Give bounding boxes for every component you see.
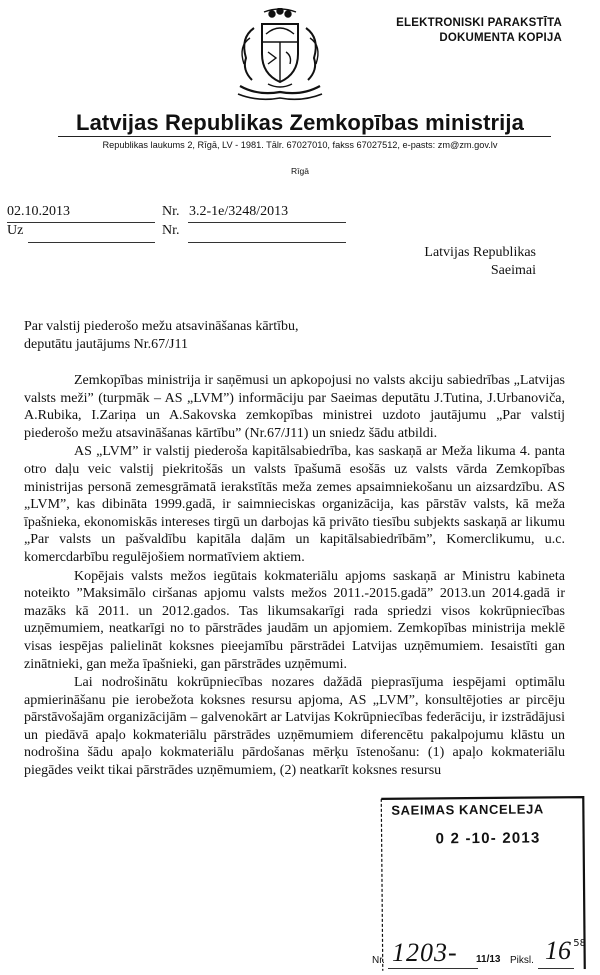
stamp-suffix: 11/13 <box>476 954 501 965</box>
header-divider <box>58 136 551 137</box>
subject <box>24 318 298 354</box>
eds-notice-line1: ELEKTRONISKI PARAKSTĪTA <box>396 17 562 29</box>
recipient-line2: Saeimai <box>490 263 536 278</box>
stamp-pages-label: Piksl. <box>510 955 534 966</box>
stamp-nr-underline <box>388 968 478 969</box>
document-number: 3.2-1e/3248/2013 <box>189 204 289 219</box>
recipient-line1: Latvijas Republikas <box>424 245 536 260</box>
subject-line1: Par valstij piederošo mežu atsavināšanas kārtību, <box>24 319 299 334</box>
nr2-underline <box>188 242 346 243</box>
page-number: 58 <box>573 938 586 949</box>
nr-label: Nr. <box>162 204 180 219</box>
subject-line2: deputātu jautājums Nr.67/J11 <box>24 337 188 352</box>
ministry-address: Republikas laukums 2, Rīgā, LV - 1981. Tālr. 67027010, fakss 67027512, e-pasts: zm@zm.gov.lv <box>102 140 498 150</box>
nr2-label: Nr. <box>162 223 180 238</box>
stamp-pages-underline <box>538 968 574 969</box>
stamp-handwritten-number: 1203- <box>392 938 458 967</box>
uz-underline <box>28 242 155 243</box>
stamp-date: 0 2 -10- 2013 <box>435 829 541 848</box>
stamp-pages-count: 16 <box>545 936 571 965</box>
uz-label: Uz <box>7 223 24 238</box>
recipient <box>424 244 536 280</box>
body-paragraph-1: Zemkopības ministrija ir saņēmusi un apkopojusi no valsts akciju sabiedrības „Latvijas valsts meži” (turpmāk – AS „LVM”) informāciju par Saeimas deputātu J.Tutina, J.Urbanoviča, A.Rubika, I.Zariņa un A.Sakovska zemkopības ministrei uzdoto jautājumu „Par valstij piederošo mežu atsavināšanas kārtību” (Nr.67/J11) un sniedz šādu atbildi. <box>24 373 565 441</box>
body-paragraph-3: Kopējais valsts mežos iegūtais kokmateriālu apjoms saskaņā ar Ministru kabineta noteikto ”Maksimālo ciršanas apjomu valsts mežos 2011.-2015.gadā” 2013.un 2014.gadā ir mazāks kā 2011. un 2012.gados. Tas likumsakarīgi rada spriedzi visos kokrūpniecības uzņēmumiem, neatkarīgi no to pārstrādes jaudām un apjomiem. Zemkopības ministrija meklē visas iespējas palielināt koksnes pieejamību pārstrādei Latvijas uzņēmumiem. Iesaistīti gan zinātnieki, gan meža īpašnieki, gan pārstrādes uzņēmumi. <box>24 568 565 672</box>
stamp-title: SAEIMAS KANCELEJA <box>391 801 544 818</box>
date-underline <box>7 222 155 223</box>
stamp-nr-label: Nr. <box>372 955 385 966</box>
number-underline <box>188 222 346 223</box>
eds-notice-line2: DOKUMENTA KOPIJA <box>439 32 562 44</box>
city: Rīgā <box>291 166 309 176</box>
coat-of-arms-icon <box>228 8 332 104</box>
eds-copy-notice <box>396 16 562 46</box>
letter-body <box>24 372 565 780</box>
ministry-title: Latvijas Republikas Zemkopības ministrija <box>76 110 524 135</box>
body-paragraph-2: AS „LVM” ir valstij piederoša kapitālsabiedrība, kas saskaņā ar Meža likuma 4. panta otro daļu veic valstij piekritošās un valsts īpašumā esošās uz valsts vārda Zemkopības ministrijas personā zemesgrāmatā ierakstītās meža zemes apsaimniekošanu un aizsardzību. AS „LVM”, kas dibināta 1999.gadā, ir saimnieciskas organizācija, kas pārstāv valsts, kā meža īpašnieka, ekonomiskās intereses tirgū un darbojas kā privāto tiesību subjekts saskaņā ar likumu „Par valsts un pašvaldību kapitāla daļām un kapitālsabiedrībām”, Komerclikumu, u.c. komercdarbību regulējošiem normatīviem aktiem. <box>24 444 565 565</box>
body-paragraph-4: Lai nodrošinātu kokrūpniecības nozares dažādā pieprasījuma iespējami optimālu apmierināšanu pie ierobežota koksnes resursu apjoma, AS „LVM”, konsultējoties ar pircēju pārstāvošajām organizācijām – galvenokārt ar Latvijas Kokrūpniecības federāciju, ir izstrādājusi un piedāvā apaļo kokmateriālu pārstrādes uzņēmumiem diferencētu pakalpojumu klāstu un nodrošina šādu apaļo kokmateriālu pārdošanas mērķu īstenošanu: (1) apaļo kokmateriālu piegādes veikt tikai pārstrādes uzņēmumiem, (2) neatkarīt koksnes resursu <box>24 675 565 779</box>
document-date: 02.10.2013 <box>7 204 70 219</box>
